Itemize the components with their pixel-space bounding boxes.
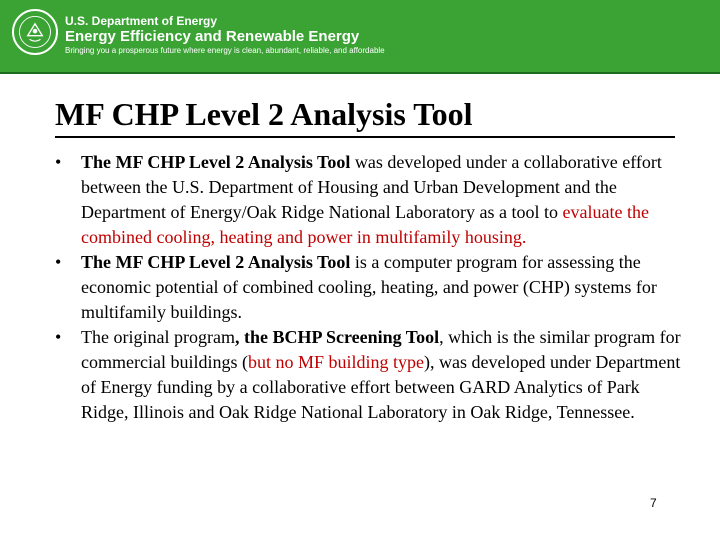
agency-name: U.S. Department of Energy <box>65 14 218 28</box>
bullet-icon: • <box>55 327 62 347</box>
bullet-text: ), was developed under Department of Energy funding by a collaborative effort between GARD Analytics of Park Ridge, Illinois and Oak Ridge National Laboratory in Oak Ridge, Tennessee. <box>81 352 681 422</box>
bullet-list <box>55 150 685 425</box>
bullet-item <box>55 325 685 425</box>
page-number: 7 <box>650 496 657 510</box>
bullet-text: , which is the similar program for commercial buildings ( <box>81 327 681 372</box>
bullet-text: The original program <box>81 327 235 347</box>
slide-title: MF CHP Level 2 Analysis Tool <box>55 96 473 132</box>
doe-header-banner <box>0 0 720 74</box>
bullet-icon: • <box>55 252 62 272</box>
bullet-bold-text: The MF CHP Level 2 Analysis Tool <box>81 252 351 272</box>
bullet-item <box>55 250 685 325</box>
bullet-text: was developed under a collaborative effort between the U.S. Department of Housing and Urban Development and the Department of Energy/Oak Ridge National Laboratory as a tool to <box>81 152 662 222</box>
bullet-item <box>55 150 685 250</box>
office-name: Energy Efficiency and Renewable Energy <box>65 28 360 45</box>
doe-seal-logo <box>12 9 58 55</box>
bullet-highlight-text: evaluate the combined cooling, heating and power in multifamily housing. <box>81 202 649 247</box>
bullet-text: is a computer program for assessing the economic potential of combined cooling, heating, and power (CHP) systems for multifamily buildings. <box>81 252 657 322</box>
title-divider <box>55 136 675 138</box>
bullet-bold-text: The MF CHP Level 2 Analysis Tool <box>81 152 351 172</box>
bullet-highlight-text: but no MF building type <box>247 352 424 372</box>
bullet-icon: • <box>55 152 62 172</box>
tagline: Bringing you a prosperous future where energy is clean, abundant, reliable, and affordable <box>65 46 385 55</box>
bullet-bold-text: , the BCHP Screening Tool <box>234 327 440 347</box>
